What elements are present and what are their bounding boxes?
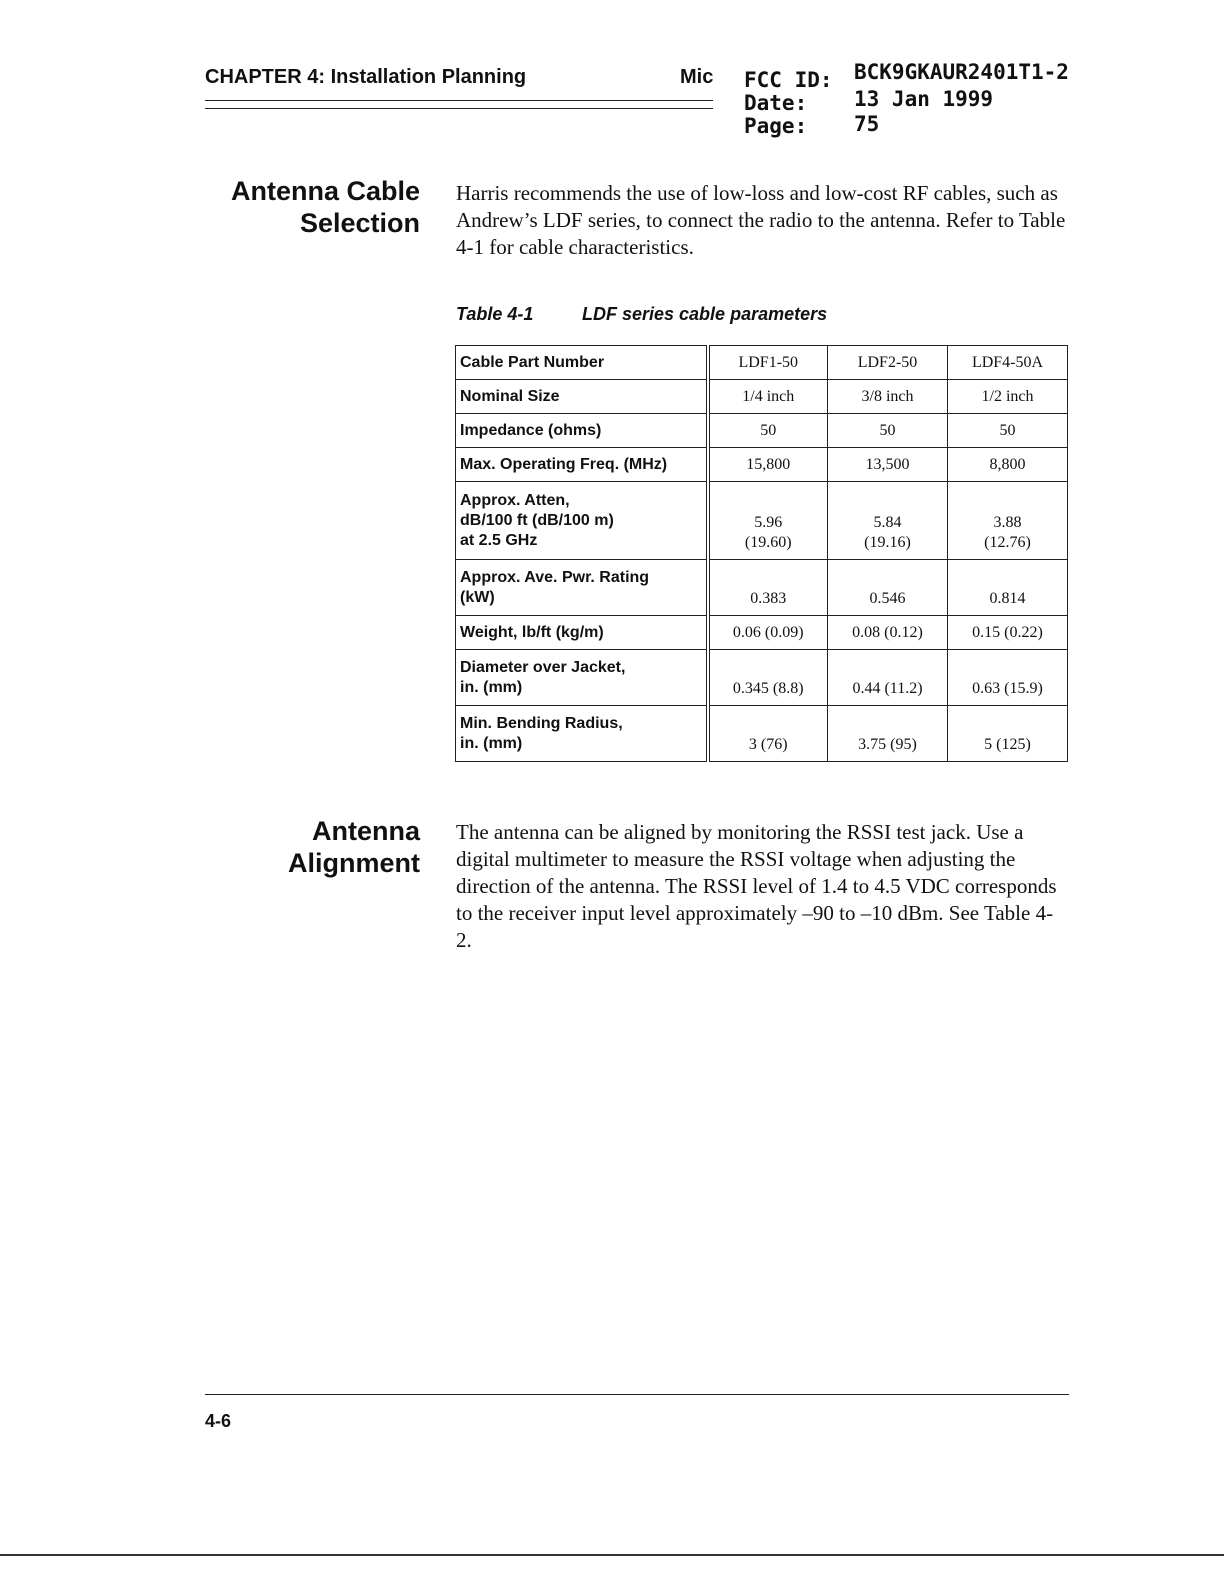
cell-value: 15,800 — [708, 448, 828, 482]
heading-line: Alignment — [288, 848, 420, 878]
row-label-line: Min. Bending Radius, — [460, 714, 623, 732]
cell-value: 3 (76) — [708, 706, 828, 762]
row-label-line: Cable Part Number — [460, 353, 605, 371]
cell-value: 50 — [708, 414, 828, 448]
cell-value: 3/8 inch — [828, 380, 948, 414]
cell-value: 0.814 — [948, 560, 1068, 616]
page-label: Page: — [744, 114, 808, 138]
row-label-line: in. (mm) — [460, 678, 523, 696]
table-row — [456, 706, 1068, 762]
row-label — [456, 616, 708, 650]
row-label — [456, 380, 708, 414]
cell-value: 3.88 (12.76) — [948, 482, 1068, 560]
mic-text: Mic — [680, 66, 714, 88]
table-row — [456, 380, 1068, 414]
row-label-line: (kW) — [460, 588, 495, 606]
cell-value: 0.546 — [828, 560, 948, 616]
cell-value: 5.84 (19.16) — [828, 482, 948, 560]
cell-value: 5.96 (19.60) — [708, 482, 828, 560]
table-row — [456, 448, 1068, 482]
page-value: 75 — [854, 112, 880, 136]
table-row — [456, 346, 1068, 380]
cell-value: 13,500 — [828, 448, 948, 482]
footer-rule — [205, 1394, 1069, 1395]
table-row — [456, 560, 1068, 616]
cable-parameters-table — [455, 345, 1068, 762]
section-heading-antenna-cable-selection — [200, 175, 420, 239]
table-row — [456, 650, 1068, 706]
section-body-antenna-alignment: The antenna can be aligned by monitoring the RSSI test jack. Use a digital multimeter to measure the RSSI voltage when adjusting the direction of the antenna. The RSSI level of 1.4 to 4.5 VDC corresponds to the receiver input level approximately –90 to –10 dBm. See Table 4-2. — [456, 820, 1057, 952]
row-label — [456, 346, 708, 380]
heading-line: Selection — [299, 208, 420, 238]
row-label-line: Impedance (ohms) — [460, 421, 602, 439]
cell-value: 50 — [948, 414, 1068, 448]
date-value: 13 Jan 1999 — [854, 87, 994, 111]
row-label-line: Weight, lb/ft (kg/m) — [460, 623, 604, 641]
chapter-title: CHAPTER 4: Installation Planning — [205, 66, 527, 88]
heading-line: Antenna Cable — [230, 176, 420, 206]
row-label-line: Diameter over Jacket, — [460, 658, 626, 676]
table-caption-number: Table 4-1 — [456, 304, 534, 324]
cell-value: 0.345 (8.8) — [708, 650, 828, 706]
cell-value: 0.44 (11.2) — [828, 650, 948, 706]
cell-value: 8,800 — [948, 448, 1068, 482]
page-bottom-rule — [0, 1554, 1224, 1556]
row-label — [456, 560, 708, 616]
row-label-line: Nominal Size — [460, 387, 560, 405]
page-number: 4-6 — [205, 1411, 232, 1431]
table-caption — [456, 304, 827, 325]
cell-value: LDF1-50 — [708, 346, 828, 380]
cell-value: 0.383 — [708, 560, 828, 616]
cell-value: 0.08 (0.12) — [828, 616, 948, 650]
header-rule-top — [205, 100, 713, 101]
table-caption-title: LDF series cable parameters — [582, 304, 828, 324]
row-label — [456, 482, 708, 560]
row-label — [456, 706, 708, 762]
cell-value: 0.63 (15.9) — [948, 650, 1068, 706]
table-row — [456, 482, 1068, 560]
cell-value: 1/2 inch — [948, 380, 1068, 414]
row-label — [456, 448, 708, 482]
date-label: Date: — [744, 91, 808, 115]
cell-value: 5 (125) — [948, 706, 1068, 762]
row-label-line: Max. Operating Freq. (MHz) — [460, 455, 668, 473]
fcc-id-value: BCK9GKAUR2401T1-2 — [854, 60, 1069, 84]
cell-value: 0.06 (0.09) — [708, 616, 828, 650]
cell-value: 0.15 (0.22) — [948, 616, 1068, 650]
row-label-line: in. (mm) — [460, 734, 523, 752]
cell-value: LDF4-50A — [948, 346, 1068, 380]
fcc-id-label: FCC ID: — [744, 68, 833, 92]
cell-value: 1/4 inch — [708, 380, 828, 414]
section-heading-antenna-alignment — [200, 815, 420, 879]
row-label-line: dB/100 ft (dB/100 m) — [460, 511, 614, 529]
row-label-line: Approx. Atten, — [460, 491, 570, 509]
cell-value: 3.75 (95) — [828, 706, 948, 762]
section-body-cable-selection: Harris recommends the use of low-loss and low-cost RF cables, such as Andrew’s LDF series, to connect the radio to the antenna. Refer to Table 4-1 for cable characteristics. — [456, 181, 1066, 259]
heading-line: Antenna — [312, 816, 420, 846]
row-label-line: at 2.5 GHz — [460, 531, 538, 549]
cell-value: LDF2-50 — [828, 346, 948, 380]
row-label — [456, 650, 708, 706]
table-row — [456, 616, 1068, 650]
header-rule-bottom — [205, 108, 713, 109]
row-label — [456, 414, 708, 448]
table-row — [456, 414, 1068, 448]
row-label-line: Approx. Ave. Pwr. Rating — [460, 568, 650, 586]
cell-value: 50 — [828, 414, 948, 448]
